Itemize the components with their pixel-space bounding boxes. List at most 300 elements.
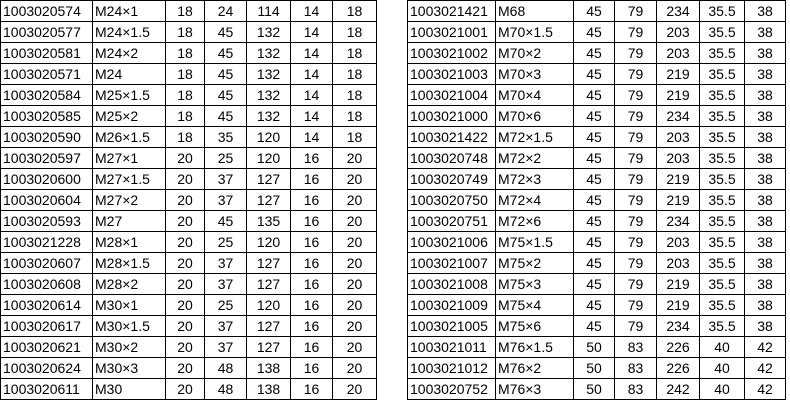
dimension-cell: 38: [745, 274, 786, 295]
thread-size-cell: M28×2: [93, 274, 166, 295]
dimension-cell: 120: [247, 232, 291, 253]
dimension-cell: 79: [615, 1, 657, 22]
thread-size-cell: M27×1.5: [93, 169, 166, 190]
table-row: [408, 22, 786, 43]
dimension-cell: 20: [166, 337, 205, 358]
dimension-cell: 48: [205, 358, 247, 379]
dimension-cell: 35.5: [700, 1, 745, 22]
dimension-cell: 18: [333, 1, 377, 22]
table-row: [408, 337, 786, 358]
dimension-cell: 16: [291, 358, 333, 379]
table-row: [1, 274, 377, 295]
dimension-cell: 38: [745, 253, 786, 274]
part-number-cell: 1003021011: [408, 337, 496, 358]
dimension-cell: 16: [291, 295, 333, 316]
part-number-cell: 1003021422: [408, 127, 496, 148]
table-row: [408, 106, 786, 127]
part-number-cell: 1003020617: [1, 316, 93, 337]
dimension-cell: 219: [657, 64, 700, 85]
dimension-cell: 79: [615, 316, 657, 337]
dimension-cell: 35.5: [700, 43, 745, 64]
dimension-cell: 45: [574, 253, 615, 274]
table-row: [408, 169, 786, 190]
dimension-cell: 14: [291, 85, 333, 106]
dimension-cell: 45: [574, 85, 615, 106]
thread-size-cell: M24: [93, 64, 166, 85]
dimension-cell: 38: [745, 22, 786, 43]
dimension-cell: 16: [291, 379, 333, 400]
table-row: [1, 127, 377, 148]
table-row: [1, 337, 377, 358]
table-row: [408, 316, 786, 337]
dimension-cell: 234: [657, 106, 700, 127]
dimension-cell: 50: [574, 358, 615, 379]
thread-size-cell: M25×1.5: [93, 85, 166, 106]
dimension-cell: 138: [247, 379, 291, 400]
dimension-cell: 35.5: [700, 295, 745, 316]
dimension-cell: 120: [247, 295, 291, 316]
table-row: [1, 379, 377, 400]
thread-size-cell: M30: [93, 379, 166, 400]
part-number-cell: 1003021003: [408, 64, 496, 85]
part-number-cell: 1003020604: [1, 190, 93, 211]
part-number-cell: 1003020750: [408, 190, 496, 211]
thread-size-cell: M28×1: [93, 232, 166, 253]
table-row: [408, 43, 786, 64]
dimension-cell: 35.5: [700, 85, 745, 106]
dimension-cell: 45: [574, 232, 615, 253]
part-number-cell: 1003020600: [1, 169, 93, 190]
dimension-cell: 18: [166, 64, 205, 85]
thread-size-cell: M75×1.5: [496, 232, 574, 253]
dimension-cell: 79: [615, 85, 657, 106]
dimension-cell: 18: [166, 22, 205, 43]
dimension-cell: 16: [291, 148, 333, 169]
dimension-cell: 20: [333, 358, 377, 379]
table-row: [1, 148, 377, 169]
dimension-cell: 16: [291, 169, 333, 190]
part-number-cell: 1003020597: [1, 148, 93, 169]
dimension-cell: 79: [615, 211, 657, 232]
dimension-cell: 20: [333, 190, 377, 211]
dimension-cell: 132: [247, 85, 291, 106]
thread-size-cell: M27×2: [93, 190, 166, 211]
thread-size-cell: M24×2: [93, 43, 166, 64]
dimension-cell: 38: [745, 127, 786, 148]
part-number-cell: 1003020751: [408, 211, 496, 232]
dimension-cell: 219: [657, 169, 700, 190]
thread-size-cell: M72×2: [496, 148, 574, 169]
dimension-cell: 42: [745, 337, 786, 358]
thread-size-cell: M72×6: [496, 211, 574, 232]
part-number-cell: 1003020590: [1, 127, 93, 148]
dimension-cell: 16: [291, 190, 333, 211]
dimension-cell: 45: [574, 169, 615, 190]
dimension-cell: 37: [205, 274, 247, 295]
dimension-cell: 20: [166, 232, 205, 253]
dimension-cell: 16: [291, 337, 333, 358]
dimension-cell: 45: [574, 295, 615, 316]
table-row: [1, 295, 377, 316]
thread-size-cell: M26×1.5: [93, 127, 166, 148]
dimension-cell: 234: [657, 211, 700, 232]
thread-size-cell: M76×2: [496, 358, 574, 379]
dimension-cell: 20: [333, 379, 377, 400]
part-number-cell: 1003020581: [1, 43, 93, 64]
dimension-cell: 79: [615, 274, 657, 295]
dimension-cell: 38: [745, 85, 786, 106]
dimension-cell: 18: [166, 85, 205, 106]
dimension-cell: 45: [574, 211, 615, 232]
dimension-cell: 20: [166, 358, 205, 379]
dimension-cell: 79: [615, 295, 657, 316]
thread-size-cell: M70×3: [496, 64, 574, 85]
dimension-cell: 18: [333, 43, 377, 64]
part-number-cell: 1003020607: [1, 253, 93, 274]
dimension-cell: 135: [247, 211, 291, 232]
thread-size-cell: M25×2: [93, 106, 166, 127]
part-number-cell: 1003021002: [408, 43, 496, 64]
dimension-cell: 219: [657, 295, 700, 316]
dimension-cell: 35.5: [700, 274, 745, 295]
thread-size-cell: M27×1: [93, 148, 166, 169]
dimension-cell: 40: [700, 379, 745, 400]
dimension-cell: 14: [291, 64, 333, 85]
dimension-cell: 20: [333, 169, 377, 190]
dimension-cell: 45: [205, 22, 247, 43]
table-row: [1, 253, 377, 274]
thread-size-cell: M72×1.5: [496, 127, 574, 148]
dimension-cell: 45: [205, 85, 247, 106]
dimension-cell: 38: [745, 43, 786, 64]
thread-size-cell: M70×6: [496, 106, 574, 127]
dimension-cell: 20: [166, 253, 205, 274]
table-row: [408, 274, 786, 295]
dimension-cell: 35.5: [700, 64, 745, 85]
dimension-cell: 16: [291, 211, 333, 232]
dimension-cell: 20: [166, 379, 205, 400]
dimension-cell: 226: [657, 358, 700, 379]
part-number-cell: 1003021001: [408, 22, 496, 43]
dimension-cell: 50: [574, 379, 615, 400]
dimension-cell: 16: [291, 232, 333, 253]
dimension-cell: 16: [291, 253, 333, 274]
part-number-cell: 1003020614: [1, 295, 93, 316]
thread-size-cell: M24×1: [93, 1, 166, 22]
table-row: [1, 43, 377, 64]
table-row: [408, 358, 786, 379]
table-row: [1, 22, 377, 43]
dimension-cell: 234: [657, 316, 700, 337]
table-row: [1, 316, 377, 337]
dimension-cell: 20: [166, 169, 205, 190]
dimension-cell: 219: [657, 274, 700, 295]
dimension-cell: 38: [745, 106, 786, 127]
thread-size-cell: M75×2: [496, 253, 574, 274]
dimension-cell: 14: [291, 43, 333, 64]
dimension-cell: 20: [333, 211, 377, 232]
part-number-cell: 1003021005: [408, 316, 496, 337]
dimension-cell: 35.5: [700, 127, 745, 148]
dimension-cell: 45: [574, 190, 615, 211]
dimension-cell: 18: [333, 85, 377, 106]
dimension-cell: 79: [615, 169, 657, 190]
dimension-cell: 18: [333, 106, 377, 127]
thread-size-cell: M72×4: [496, 190, 574, 211]
table-row: [1, 64, 377, 85]
dimension-cell: 45: [205, 43, 247, 64]
dimension-cell: 242: [657, 379, 700, 400]
dimension-cell: 132: [247, 43, 291, 64]
dimension-cell: 16: [291, 316, 333, 337]
dimension-cell: 35.5: [700, 148, 745, 169]
dimension-cell: 18: [166, 1, 205, 22]
dimension-cell: 14: [291, 106, 333, 127]
dimension-cell: 79: [615, 190, 657, 211]
dimension-cell: 45: [574, 127, 615, 148]
dimension-cell: 14: [291, 127, 333, 148]
dimension-cell: 38: [745, 190, 786, 211]
dimension-cell: 127: [247, 274, 291, 295]
table-row: [408, 64, 786, 85]
dimension-cell: 35.5: [700, 253, 745, 274]
dimension-cell: 16: [291, 274, 333, 295]
dimension-cell: 37: [205, 316, 247, 337]
dimension-cell: 120: [247, 148, 291, 169]
part-number-cell: 1003020752: [408, 379, 496, 400]
dimension-cell: 79: [615, 232, 657, 253]
dimension-cell: 20: [166, 274, 205, 295]
thread-size-cell: M70×1.5: [496, 22, 574, 43]
dimension-cell: 18: [166, 43, 205, 64]
thread-size-cell: M27: [93, 211, 166, 232]
dimension-cell: 14: [291, 1, 333, 22]
table-row: [408, 1, 786, 22]
part-number-cell: 1003020611: [1, 379, 93, 400]
part-number-cell: 1003020593: [1, 211, 93, 232]
part-number-cell: 1003020574: [1, 1, 93, 22]
dimension-cell: 219: [657, 190, 700, 211]
dimension-cell: 20: [333, 232, 377, 253]
table-row: [408, 253, 786, 274]
dimension-cell: 79: [615, 22, 657, 43]
dimension-cell: 18: [333, 64, 377, 85]
dimension-cell: 234: [657, 1, 700, 22]
dimension-cell: 79: [615, 106, 657, 127]
thread-size-cell: M70×2: [496, 43, 574, 64]
dimension-cell: 18: [166, 106, 205, 127]
dimension-cell: 20: [166, 211, 205, 232]
table-row: [1, 232, 377, 253]
part-number-cell: 1003020584: [1, 85, 93, 106]
dimension-cell: 45: [574, 64, 615, 85]
dimension-cell: 42: [745, 379, 786, 400]
table-row: [408, 190, 786, 211]
dimension-cell: 20: [333, 148, 377, 169]
dimension-cell: 25: [205, 295, 247, 316]
part-number-cell: 1003020624: [1, 358, 93, 379]
right-spec-table: [407, 0, 786, 400]
dimension-cell: 138: [247, 358, 291, 379]
dimension-cell: 45: [574, 316, 615, 337]
dimension-cell: 25: [205, 232, 247, 253]
dimension-cell: 35.5: [700, 316, 745, 337]
dimension-cell: 45: [205, 106, 247, 127]
thread-size-cell: M24×1.5: [93, 22, 166, 43]
dimension-cell: 37: [205, 190, 247, 211]
dimension-cell: 45: [574, 1, 615, 22]
dimension-cell: 79: [615, 64, 657, 85]
part-number-cell: 1003020608: [1, 274, 93, 295]
table-row: [1, 211, 377, 232]
dimension-cell: 24: [205, 1, 247, 22]
dimension-cell: 203: [657, 148, 700, 169]
part-number-cell: 1003020748: [408, 148, 496, 169]
part-number-cell: 1003021421: [408, 1, 496, 22]
part-number-cell: 1003020749: [408, 169, 496, 190]
dimension-cell: 203: [657, 253, 700, 274]
dimension-cell: 38: [745, 169, 786, 190]
dimension-cell: 38: [745, 295, 786, 316]
dimension-cell: 45: [574, 106, 615, 127]
dimension-cell: 45: [205, 64, 247, 85]
thread-size-cell: M28×1.5: [93, 253, 166, 274]
thread-size-cell: M68: [496, 1, 574, 22]
dimension-cell: 42: [745, 358, 786, 379]
thread-size-cell: M75×3: [496, 274, 574, 295]
table-row: [408, 295, 786, 316]
dimension-cell: 219: [657, 85, 700, 106]
dimension-cell: 38: [745, 64, 786, 85]
thread-size-cell: M75×4: [496, 295, 574, 316]
dimension-cell: 38: [745, 316, 786, 337]
table-row: [408, 379, 786, 400]
dimension-cell: 14: [291, 22, 333, 43]
dimension-cell: 50: [574, 337, 615, 358]
thread-size-cell: M76×3: [496, 379, 574, 400]
dimension-cell: 38: [745, 211, 786, 232]
dimension-cell: 83: [615, 337, 657, 358]
dimension-cell: 132: [247, 22, 291, 43]
dimension-cell: 35: [205, 127, 247, 148]
dimension-cell: 18: [166, 127, 205, 148]
dimension-cell: 40: [700, 337, 745, 358]
dimension-cell: 127: [247, 316, 291, 337]
dimension-cell: 48: [205, 379, 247, 400]
part-number-cell: 1003021012: [408, 358, 496, 379]
dimension-cell: 132: [247, 106, 291, 127]
thread-size-cell: M30×1.5: [93, 316, 166, 337]
table-row: [1, 85, 377, 106]
right-table-body: [408, 1, 786, 400]
dimension-cell: 20: [166, 316, 205, 337]
dimension-cell: 83: [615, 379, 657, 400]
part-number-cell: 1003020621: [1, 337, 93, 358]
dimension-cell: 40: [700, 358, 745, 379]
table-row: [408, 232, 786, 253]
part-number-cell: 1003021004: [408, 85, 496, 106]
dimension-cell: 37: [205, 169, 247, 190]
dimension-cell: 35.5: [700, 232, 745, 253]
table-row: [1, 169, 377, 190]
dimension-cell: 45: [574, 274, 615, 295]
dimension-cell: 35.5: [700, 106, 745, 127]
part-number-cell: 1003020571: [1, 64, 93, 85]
dimension-cell: 45: [205, 211, 247, 232]
dimension-cell: 203: [657, 232, 700, 253]
dimension-cell: 20: [166, 148, 205, 169]
dimension-cell: 132: [247, 64, 291, 85]
dimension-cell: 38: [745, 232, 786, 253]
dimension-cell: 35.5: [700, 22, 745, 43]
dimension-cell: 35.5: [700, 211, 745, 232]
dimension-cell: 45: [574, 22, 615, 43]
dimension-cell: 203: [657, 127, 700, 148]
left-table-body: [1, 1, 377, 400]
part-number-cell: 1003021006: [408, 232, 496, 253]
thread-size-cell: M70×4: [496, 85, 574, 106]
part-number-cell: 1003021008: [408, 274, 496, 295]
thread-size-cell: M30×2: [93, 337, 166, 358]
dimension-cell: 20: [333, 316, 377, 337]
table-row: [408, 148, 786, 169]
dimension-cell: 120: [247, 127, 291, 148]
dimension-cell: 114: [247, 1, 291, 22]
dimension-cell: 45: [574, 43, 615, 64]
dimension-cell: 79: [615, 43, 657, 64]
dimension-cell: 79: [615, 253, 657, 274]
table-row: [1, 1, 377, 22]
thread-size-cell: M72×3: [496, 169, 574, 190]
dimension-cell: 226: [657, 337, 700, 358]
dimension-cell: 18: [333, 127, 377, 148]
part-number-cell: 1003021007: [408, 253, 496, 274]
dimension-cell: 83: [615, 358, 657, 379]
thread-size-cell: M30×1: [93, 295, 166, 316]
dimension-cell: 79: [615, 148, 657, 169]
thread-size-cell: M75×6: [496, 316, 574, 337]
dimension-cell: 20: [166, 295, 205, 316]
dimension-cell: 37: [205, 337, 247, 358]
thread-size-cell: M30×3: [93, 358, 166, 379]
table-row: [1, 190, 377, 211]
dimension-cell: 18: [333, 22, 377, 43]
part-number-cell: 1003021000: [408, 106, 496, 127]
dimension-cell: 20: [333, 337, 377, 358]
table-row: [408, 127, 786, 148]
dimension-cell: 37: [205, 253, 247, 274]
table-row: [408, 211, 786, 232]
dimension-cell: 127: [247, 337, 291, 358]
dimension-cell: 20: [333, 295, 377, 316]
part-number-cell: 1003020577: [1, 22, 93, 43]
dimension-cell: 20: [333, 274, 377, 295]
left-spec-table: [0, 0, 377, 400]
table-row: [1, 106, 377, 127]
table-row: [1, 358, 377, 379]
dimension-cell: 35.5: [700, 169, 745, 190]
part-number-cell: 1003021009: [408, 295, 496, 316]
dimension-cell: 127: [247, 169, 291, 190]
dimension-cell: 203: [657, 43, 700, 64]
dimension-cell: 127: [247, 190, 291, 211]
thread-size-cell: M76×1.5: [496, 337, 574, 358]
dimension-cell: 20: [333, 253, 377, 274]
dimension-cell: 25: [205, 148, 247, 169]
table-row: [408, 85, 786, 106]
part-number-cell: 1003021228: [1, 232, 93, 253]
dimension-cell: 127: [247, 253, 291, 274]
